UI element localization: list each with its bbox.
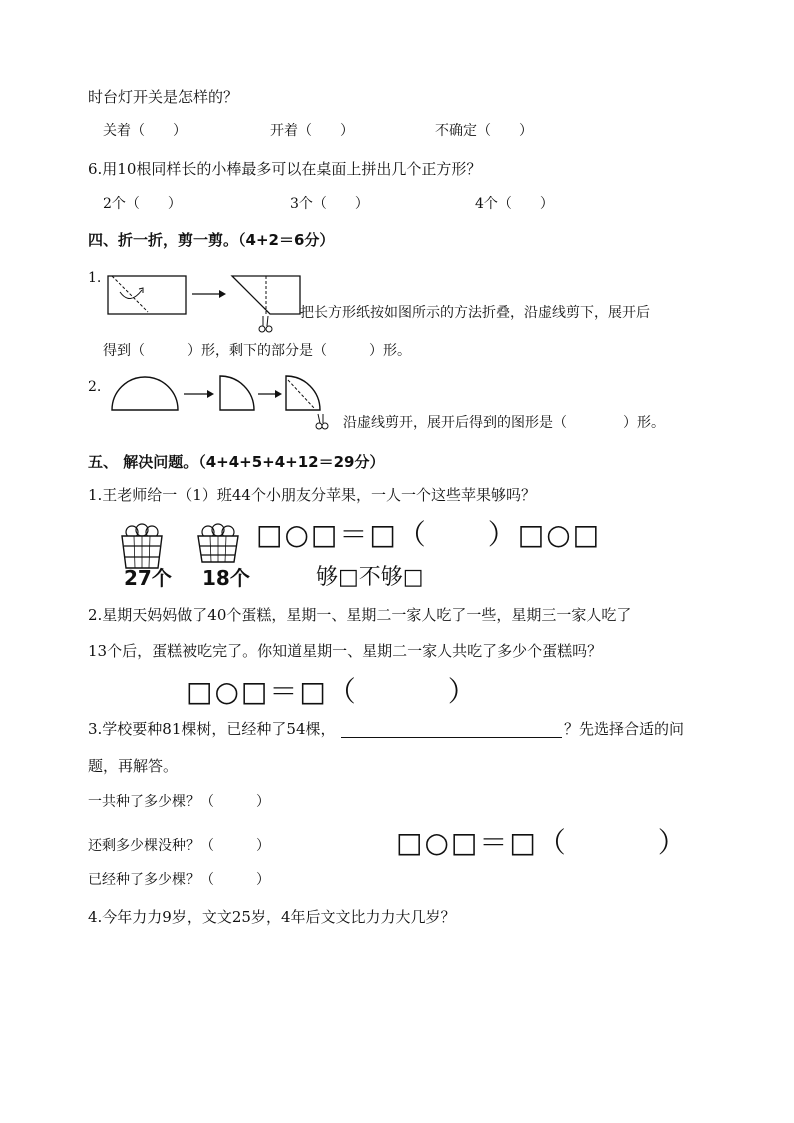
p3-line1-a: 3.学校要种81棵树，已经种了54棵， [88,720,336,738]
q6-question: 6.用10根同样长的小棒最多可以在桌面上拼出几个正方形？ [88,160,482,178]
q6-option-4: 4个（ ） [475,196,554,212]
p3-line2: 题，再解答。 [88,757,179,775]
q5-option-off: 关着（ ） [103,123,187,139]
q6-option-2: 2个（ ） [103,196,182,212]
p2-equation: □○□＝□（ ） [186,675,478,708]
s4-item1-text-a: 把长方形纸按如图所示的方法折叠，沿虚线剪下，展开后 [300,305,650,321]
p3-choice-remaining: 还剩多少棵没种？（ ） [88,838,270,854]
basket1-label: 27个 [124,566,172,590]
fold-rectangle-diagram [100,272,320,342]
q5-option-unsure: 不确定（ ） [435,123,533,139]
q6-option-3: 3个（ ） [290,196,369,212]
p3-question-blank[interactable] [341,737,562,738]
q5-continuation: 时台灯开关是怎样的？ [88,88,239,106]
p1-question: 1.王老师给一（1）班44个小朋友分苹果，一人一个这些苹果够吗？ [88,486,536,504]
s4-item2-text: 沿虚线剪开，展开后得到的图形是（ ）形。 [343,415,665,431]
fold-semicircle-diagram [108,372,348,442]
p3-line1-b: ？先选择合适的问 [564,720,685,738]
basket-icon [122,524,162,568]
s4-item1-text-b: 得到（ ）形，剩下的部分是（ ）形。 [103,343,411,359]
p2-line1: 2.星期天妈妈做了40个蛋糕，星期一、星期二一家人吃了一些，星期三一家人吃了 [88,606,632,624]
p3-choice-planted: 已经种了多少棵？（ ） [88,872,270,888]
p2-line2: 13个后，蛋糕被吃完了。你知道星期一、星期二一家人共吃了多少个蛋糕吗？ [88,642,603,660]
p1-answer-choice: 够□不够□ [316,565,424,590]
s4-item1-number: 1. [88,270,102,286]
p3-choice-total: 一共种了多少棵？（ ） [88,794,270,810]
p3-equation: □○□＝□（ ） [396,826,688,859]
s4-item2-number: 2. [88,379,102,395]
scissors-icon [259,316,272,332]
section5-heading: 五、 解决问题。（4+4+5+4+12＝29分） [88,453,385,471]
section4-heading: 四、折一折，剪一剪。（4+2＝6分） [88,231,335,249]
basket2-label: 18个 [202,566,250,590]
p4-question: 4.今年力力9岁，文文25岁，4年后文文比力力大几岁？ [88,908,456,926]
scissors-icon [316,414,328,429]
basket-icon [198,524,238,562]
p1-equation: □○□＝□（ ）□○□ [256,518,602,551]
q5-option-on: 开着（ ） [270,123,354,139]
